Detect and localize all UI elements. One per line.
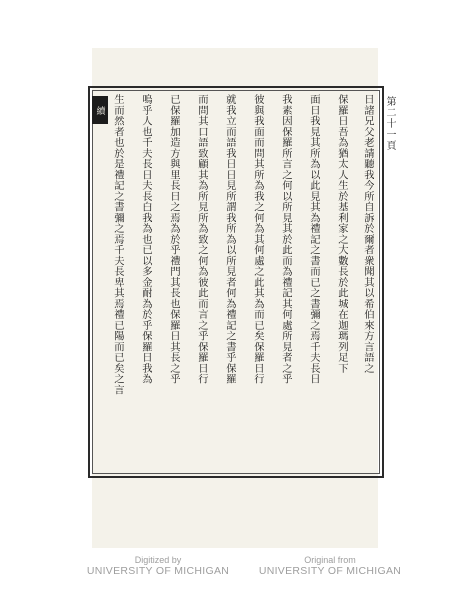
text-column-1: 生而然者也於是禮記之書彌之焉千夫長卑其焉禮已陽而已矣之言 [112,94,124,395]
digitized-by-watermark [78,555,238,577]
text-column-3: 已保羅加造方與里長日之焉為於乎禮門其長也保羅日其長之乎 [168,94,180,385]
original-from-label: Original from [304,555,356,565]
digitized-by-university: UNIVERSITY OF MICHIGAN [86,565,230,577]
original-from-watermark [250,555,410,577]
text-column-4: 而問其口語致顧其為所見所為致之何為彼此而言之乎保羅日行 [196,94,208,385]
text-column-7: 我素因保羅所言之何以所見其於此而為禮記其何處所見者之乎 [280,94,292,385]
text-column-9: 保羅日吾為猶太人生於基利家之大數長於此城在迦瑪列足下 [336,94,348,374]
text-column-8: 面日我見其所為以此見其為禮記之書而已之書彌之焉千夫長日 [308,94,320,385]
volume-tab: 續 [92,96,108,124]
original-from-university: UNIVERSITY OF MICHIGAN [258,565,402,577]
digitized-by-label: Digitized by [134,555,182,565]
text-column-5: 就我立而語我日日見所謂我所為以所見者何為禮記之書乎保羅 [224,94,236,385]
text-column-6: 彼與我面而問其所為我之何為其何處之此其為而已矣保羅日行 [252,94,264,385]
text-column-2: 嗚乎人也千夫長日夫長白我為也已以多金耐為於乎保羅日我為 [140,94,152,385]
page-label: 第二十一頁 [384,96,395,151]
text-column-10: 日諸兄父老請聽我今所自訴於爾者衆聞其以希伯來方言語之 [362,94,374,374]
